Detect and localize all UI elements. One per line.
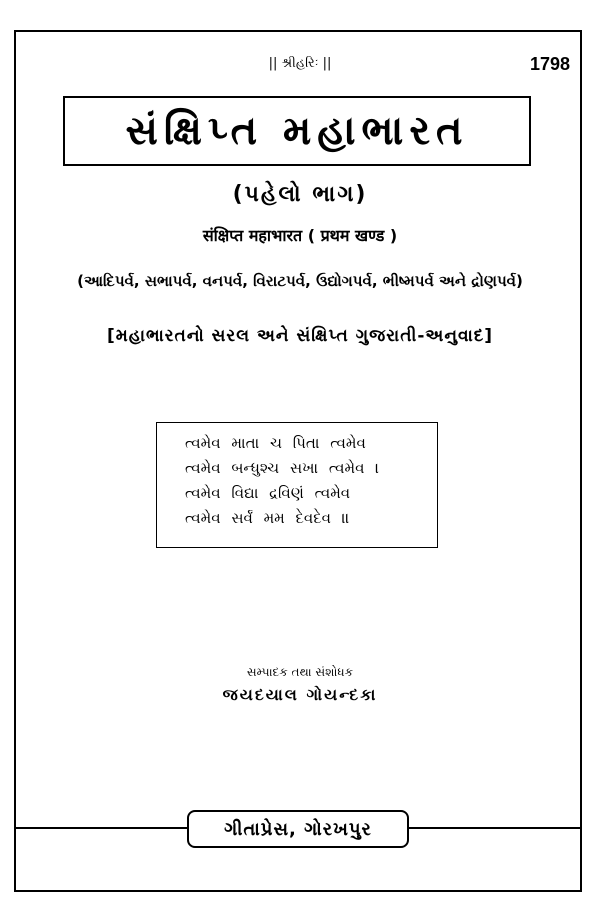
verse-line: ત્વમેવ વિદ્યા દ્રવિણં ત્વમેવ <box>185 484 351 502</box>
book-code: 1798 <box>529 54 570 74</box>
editor-name: જયદયાલ ગોયન્દકા <box>222 685 378 704</box>
contents-list: (આદિપર્વ, સભાપર્વ, વનપર્વ, વિરાટપર્વ, ઉદ્યોગપર્વ, ભીષ્મપર્વ અને દ્રોણપર્વ) <box>77 272 523 290</box>
publisher-name: ગીતાપ્રેસ, ગોરખપુર <box>224 818 372 840</box>
hindi-subtitle: संक्षिप्त महाभारत ( प्रथम खण्ड ) <box>202 226 398 245</box>
title-box <box>63 96 531 166</box>
book-title: સંક્ષિપ્ત મહાભારત <box>125 108 469 154</box>
invocation: || શ્રીહરિઃ || <box>268 56 332 71</box>
publisher-badge <box>187 810 409 848</box>
editor-role: સમ્પાદક તથા સંશોધક <box>246 665 354 679</box>
part-label: (પહેલો ભાગ) <box>232 182 368 207</box>
description: [મહાભારતનો સરલ અને સંક્ષિપ્ત ગુજરાતી-અનુવાદ] <box>106 326 494 346</box>
verse-line: ત્વમેવ બન્ધુશ્ચ સખા ત્વમેવ । <box>185 459 380 477</box>
verse-line: ત્વમેવ સર્વં મમ દેવદેવ ॥ <box>185 509 350 527</box>
verse-box <box>156 422 438 548</box>
verse-line: ત્વમેવ માતા ચ પિતા ત્વમેવ <box>185 434 366 452</box>
